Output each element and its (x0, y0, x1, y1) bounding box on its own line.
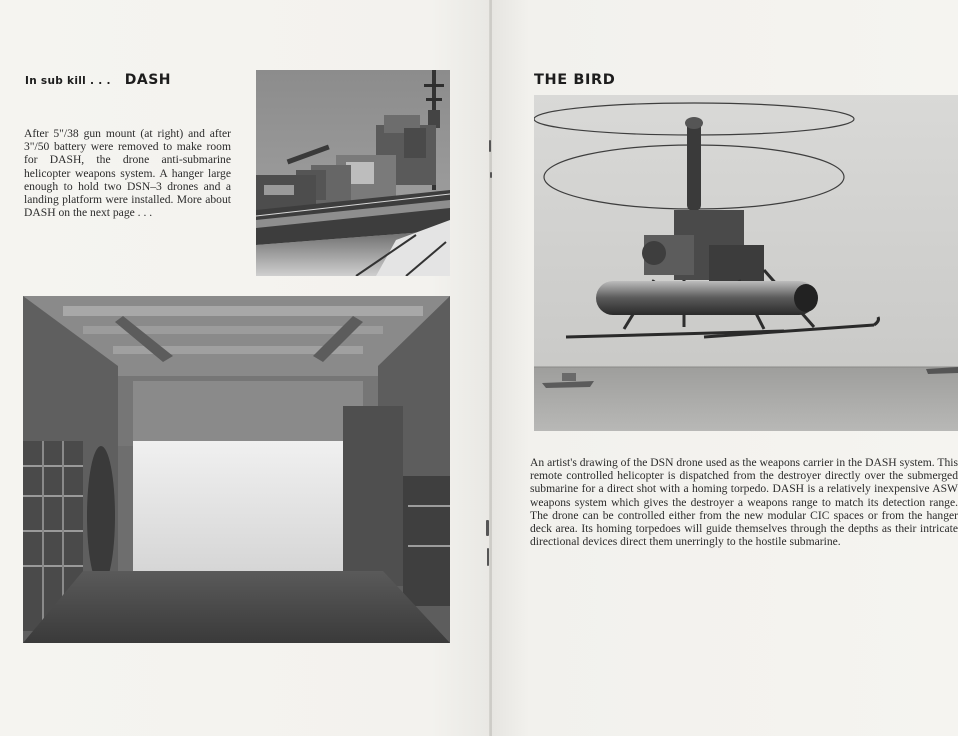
heading-prefix: In sub kill . . . (25, 75, 111, 87)
print-speck (489, 140, 491, 152)
print-speck (486, 520, 489, 536)
right-caption: An artist's drawing of the DSN drone used as the weapons carrier in the DASH system. This remote controlled helicopter is dispatched from the destroyer directly over the submerged submarine for a direct shot with a homing torpedo. DASH is a relatively inexpensive ASW weapons system which gives the destroyer a weapons range to match its detection range. The drone can be controlled either from the new modular CIC spaces or from the hanger deck area. Its homing torpedoes will guide themselves through the depths as their intricate directional devices direct them unerringly to the hostile submarine. (530, 456, 958, 549)
left-page-heading (25, 69, 171, 88)
print-speck (490, 172, 492, 178)
heading-title: DASH (124, 72, 172, 88)
drone-helicopter-drawing (534, 95, 958, 431)
print-speck (487, 548, 489, 566)
hangar-interior-photo (23, 296, 450, 643)
right-page-heading: THE BIRD (534, 72, 616, 88)
destroyer-photo (256, 70, 450, 276)
left-caption: After 5"/38 gun mount (at right) and after 3"/50 battery were removed to make room for DASH, the drone anti-submarine helicopter weapons system. A hanger large enough to hold two DSN–3 drones and a landing platform were installed. More about DASH on the next page . . . (24, 127, 231, 220)
